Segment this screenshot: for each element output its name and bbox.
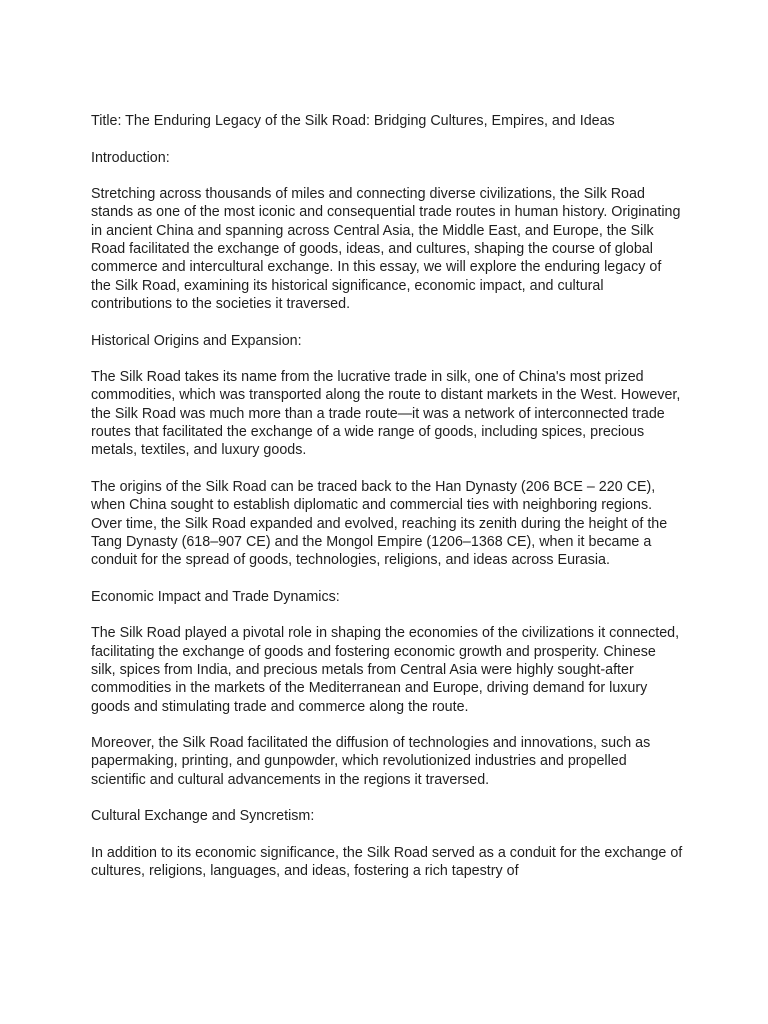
section-heading-historical-origins: Historical Origins and Expansion: [91, 332, 302, 349]
paragraph-origins: The origins of the Silk Road can be traced back to the Han Dynasty (206 BCE – 220 CE), when China sought to establish diplomatic and commercial ties with neighboring regions. Over time, the Silk Road expanded and evolved, reaching its zenith during the height of the Tang Dynasty (618–907 CE) and the Mongol Empire (1206–1368 CE), when it became a conduit for the spread of goods, technologies, religions, and ideas across Eurasia. [91, 478, 668, 569]
paragraph-cultural-exchange: In addition to its economic significance, the Silk Road served as a conduit for the exchange of cultures, religions, languages, and ideas, fostering a rich tapestry of [91, 844, 683, 880]
section-heading-economic-impact: Economic Impact and Trade Dynamics: [91, 588, 340, 605]
paragraph-silk-name: The Silk Road takes its name from the lucrative trade in silk, one of China's most prized commodities, which was transported along the route to distant markets in the West. However, the Silk Road was much more than a trade route—it was a network of interconnected trade routes that facilitated the exchange of a wide range of goods, including spices, precious metals, textiles, and luxury goods. [91, 369, 681, 459]
paragraph-technologies: Moreover, the Silk Road facilitated the diffusion of technologies and innovations, such as papermaking, printing, and gunpowder, which revolutionized industries and propelled scientific and cultural advancements in the regions it traversed. [91, 735, 651, 788]
document-page [91, 112, 683, 899]
section-heading-introduction: Introduction: [91, 149, 170, 166]
paragraph-introduction: Stretching across thousands of miles and connecting diverse civilizations, the Silk Road stands as one of the most iconic and consequential trade routes in human history. Originating in ancient China and spanning across Central Asia, the Middle East, and Europe, the Silk Road facilitated the exchange of goods, ideas, and cultures, shaping the course of global commerce and intercultural exchange. In this essay, we will explore the enduring legacy of the Silk Road, examining its historical significance, economic impact, and cultural contributions to the societies it traversed. [91, 186, 681, 312]
section-heading-cultural-exchange: Cultural Exchange and Syncretism: [91, 808, 315, 825]
document-title: Title: The Enduring Legacy of the Silk Road: Bridging Cultures, Empires, and Ideas [91, 113, 615, 129]
paragraph-economies: The Silk Road played a pivotal role in shaping the economies of the civilizations it connected, facilitating the exchange of goods and fostering economic growth and prosperity. Chinese silk, spices from India, and precious metals from Central Asia were highly sought-after commodities in the markets of the Mediterranean and Europe, driving demand for luxury goods and stimulating trade and commerce along the route. [91, 625, 680, 715]
